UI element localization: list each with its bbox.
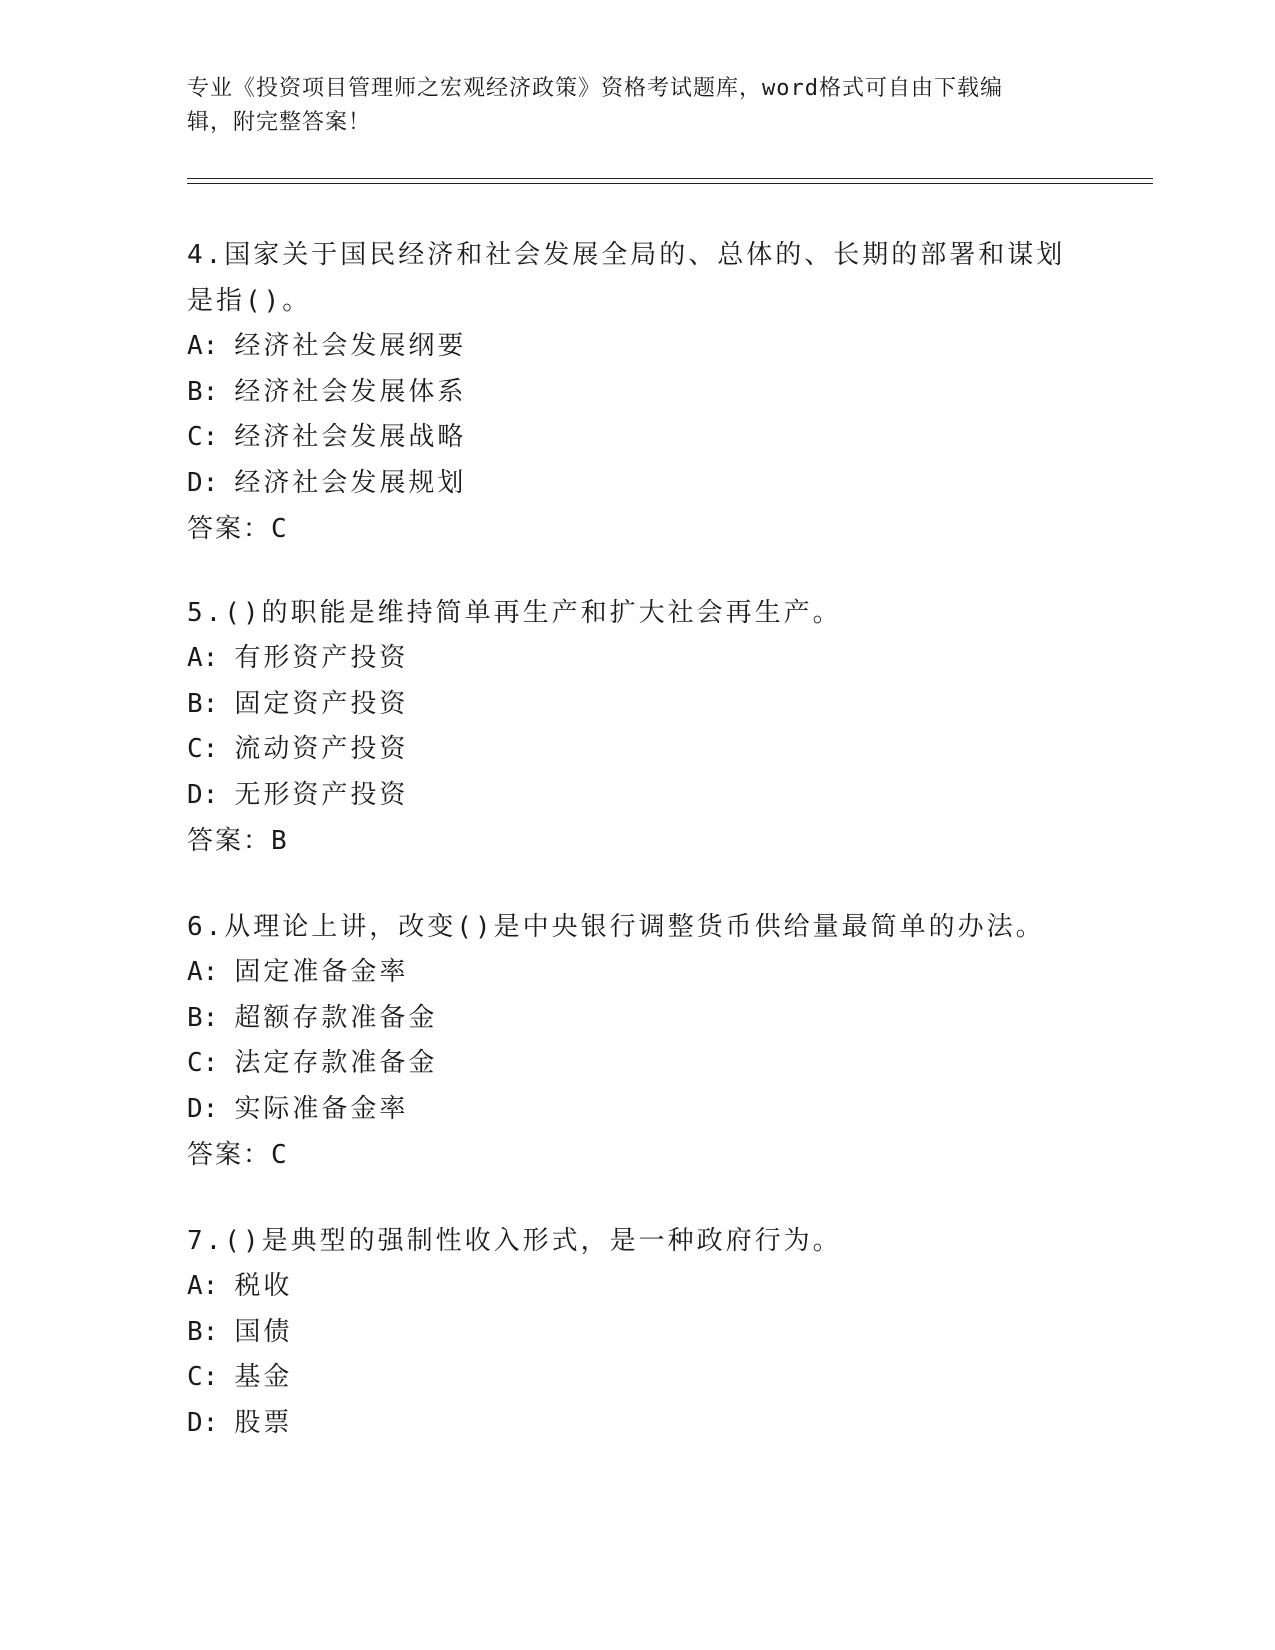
option-d <box>187 1087 1087 1133</box>
header-line-2: 辑，附完整答案！ <box>187 110 372 135</box>
option-letter: D: <box>187 779 219 810</box>
option-letter: A: <box>187 957 219 987</box>
option-c <box>187 727 1087 773</box>
option-text: 基金 <box>234 1362 293 1392</box>
question-6 <box>187 904 1087 1178</box>
answer-value: C <box>271 1140 289 1170</box>
question-title: 7.()是典型的强制性收入形式，是一种政府行为。 <box>187 1226 842 1256</box>
option-c <box>187 1355 1087 1401</box>
option-letter: B: <box>187 688 219 719</box>
option-text: 有形资产投资 <box>234 643 409 673</box>
option-letter: D: <box>187 1407 219 1438</box>
answer <box>187 1132 1087 1178</box>
option-text: 无形资产投资 <box>234 779 409 810</box>
option-text: 流动资产投资 <box>234 734 409 764</box>
option-text: 经济社会发展体系 <box>234 376 467 407</box>
option-b <box>187 682 1087 728</box>
option-letter: A: <box>187 331 219 361</box>
header-divider-bottom <box>187 183 1153 184</box>
option-text: 经济社会发展规划 <box>234 467 467 498</box>
option-b <box>187 1310 1087 1356</box>
option-letter: C: <box>187 1362 219 1392</box>
document-header <box>187 72 1077 140</box>
option-d <box>187 1401 1087 1447</box>
option-letter: B: <box>187 1002 219 1033</box>
option-text: 股票 <box>234 1407 293 1438</box>
answer-label: 答案： <box>187 514 272 544</box>
option-a <box>187 950 1087 996</box>
option-b <box>187 996 1087 1042</box>
option-text: 经济社会发展纲要 <box>234 331 467 361</box>
option-letter: C: <box>187 1048 219 1078</box>
option-text: 税收 <box>234 1271 293 1301</box>
question-4 <box>187 232 1087 552</box>
answer-value: C <box>271 514 289 544</box>
option-letter: B: <box>187 1316 219 1347</box>
answer <box>187 506 1087 552</box>
option-c <box>187 415 1087 461</box>
option-text: 固定资产投资 <box>234 688 409 719</box>
option-letter: A: <box>187 1271 219 1301</box>
answer-label: 答案： <box>187 826 272 856</box>
question-7 <box>187 1218 1087 1446</box>
option-a <box>187 324 1087 370</box>
option-d <box>187 773 1087 819</box>
header-line-1: 专业《投资项目管理师之宏观经济政策》资格考试题库，word格式可自由下载编 <box>187 76 1003 101</box>
option-d <box>187 461 1087 507</box>
question-title: 5.()的职能是维持简单再生产和扩大社会再生产。 <box>187 598 842 628</box>
answer-value: B <box>271 826 289 856</box>
option-b <box>187 370 1087 416</box>
option-letter: D: <box>187 1093 219 1124</box>
option-text: 固定准备金率 <box>234 957 409 987</box>
option-letter: C: <box>187 422 219 452</box>
option-a <box>187 636 1087 682</box>
option-letter: B: <box>187 376 219 407</box>
option-text: 经济社会发展战略 <box>234 422 467 452</box>
option-letter: A: <box>187 643 219 673</box>
question-title-continued: 是指()。 <box>187 286 312 316</box>
header-divider-top <box>187 178 1153 179</box>
answer <box>187 818 1087 864</box>
question-title: 4.国家关于国民经济和社会发展全局的、总体的、长期的部署和谋划 <box>187 240 1066 270</box>
question-title: 6.从理论上讲，改变()是中央银行调整货币供给量最简单的办法。 <box>187 912 1045 942</box>
answer-label: 答案： <box>187 1140 272 1170</box>
option-c <box>187 1041 1087 1087</box>
question-5 <box>187 590 1087 864</box>
option-a <box>187 1264 1087 1310</box>
option-text: 法定存款准备金 <box>234 1048 438 1078</box>
option-text: 国债 <box>234 1316 293 1347</box>
option-letter: C: <box>187 734 219 764</box>
option-text: 实际准备金率 <box>234 1093 409 1124</box>
option-text: 超额存款准备金 <box>234 1002 438 1033</box>
option-letter: D: <box>187 467 219 498</box>
